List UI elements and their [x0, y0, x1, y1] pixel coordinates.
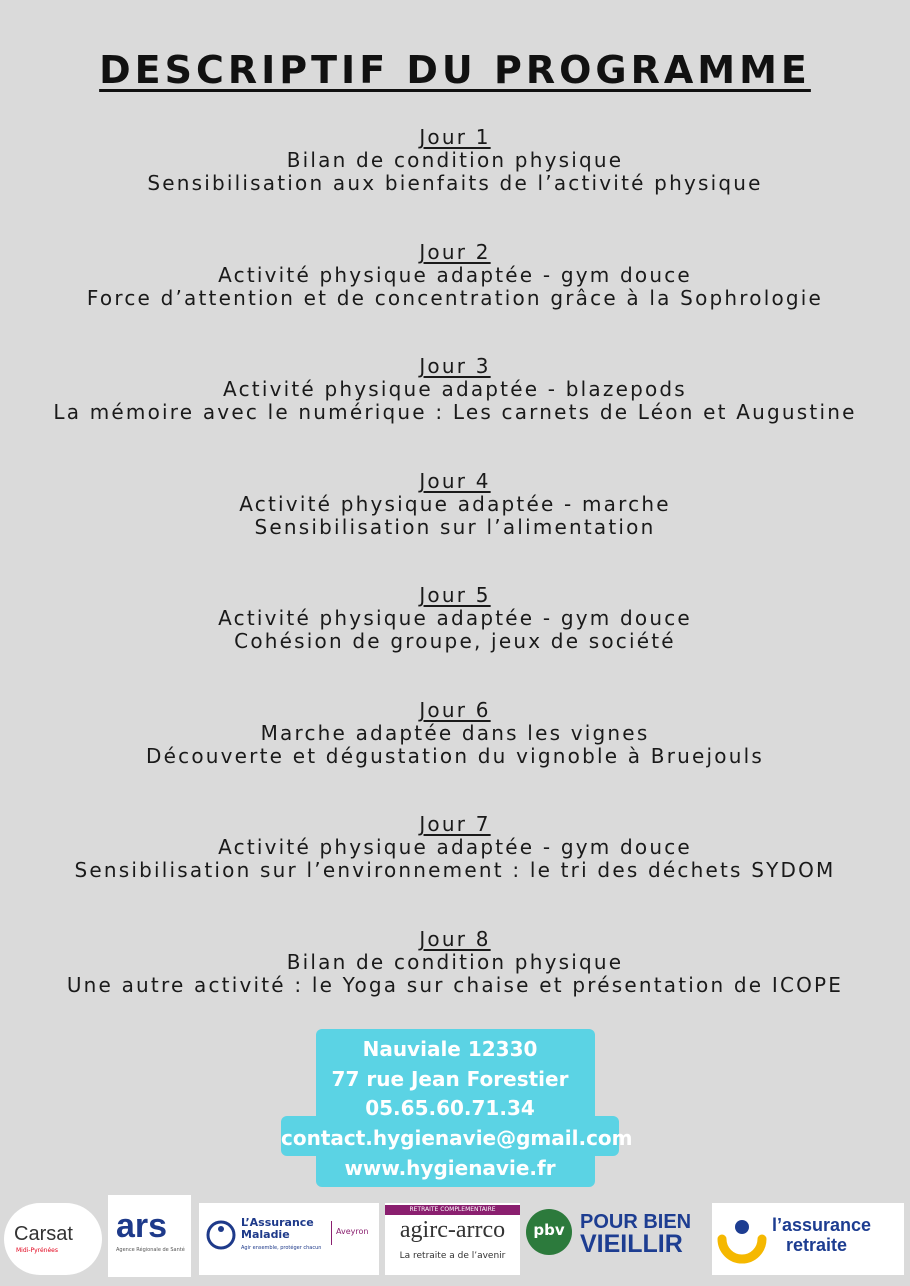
- contact-phone: 05.65.60.71.34: [365, 1096, 535, 1120]
- day-block: [0, 355, 910, 424]
- day-block: [0, 241, 910, 310]
- assurance-maladie-logo: L’Assurance Maladie Agir ensemble, protéger chacun Aveyron: [199, 1203, 379, 1275]
- contact-box: [281, 1029, 633, 1187]
- day-block: [0, 928, 910, 997]
- day-block: [0, 126, 910, 195]
- contact-address: 77 rue Jean Forestier: [331, 1067, 569, 1091]
- carsat-logo: Carsat Midi-Pyrénées: [4, 1203, 102, 1275]
- partner-logos: [0, 1195, 910, 1286]
- day-label: Jour 1: [419, 125, 491, 149]
- day-activity: Sensibilisation sur l’alimentation: [254, 515, 656, 539]
- pbv-logo-text: POUR BIEN VIEILLIR: [580, 1211, 692, 1258]
- day-label: Jour 2: [419, 240, 491, 264]
- day-activity: Sensibilisation sur l’environnement : le tri des déchets SYDOM: [74, 858, 836, 882]
- page-title: DESCRIPTIF DU PROGRAMME: [99, 48, 811, 92]
- day-activity: Activité physique adaptée - marche: [239, 492, 671, 516]
- contact-city: Nauviale 12330: [362, 1037, 538, 1061]
- contact-website[interactable]: www.hygienavie.fr: [344, 1156, 556, 1180]
- day-label: Jour 5: [419, 583, 491, 607]
- day-activity: Une autre activité : le Yoga sur chaise et présentation de ICOPE: [66, 973, 844, 997]
- day-activity: Force d’attention et de concentration grâce à la Sophrologie: [86, 286, 824, 310]
- ars-logo: ars Agence Régionale de Santé: [108, 1195, 191, 1277]
- agirc-arrco-logo: RETRAITE COMPLEMENTAIRE agirc-arrco La retraite a de l’avenir: [385, 1203, 520, 1275]
- day-activity: Sensibilisation aux bienfaits de l’activité physique: [147, 171, 763, 195]
- pbv-logo-mark: pbv: [526, 1209, 572, 1255]
- day-activity: La mémoire avec le numérique : Les carnets de Léon et Augustine: [53, 400, 857, 424]
- day-activity: Activité physique adaptée - gym douce: [218, 606, 692, 630]
- assurance-retraite-logo: l’assurance retraite: [712, 1203, 904, 1275]
- day-label: Jour 6: [419, 698, 491, 722]
- day-label: Jour 4: [419, 469, 491, 493]
- assurance-maladie-icon: [205, 1219, 237, 1251]
- day-activity: Marche adaptée dans les vignes: [260, 721, 650, 745]
- day-activity: Activité physique adaptée - blazepods: [223, 377, 687, 401]
- day-activity: Bilan de condition physique: [286, 950, 624, 974]
- assurance-retraite-icon: [716, 1213, 768, 1265]
- day-label: Jour 3: [419, 354, 491, 378]
- day-activity: Activité physique adaptée - gym douce: [218, 263, 692, 287]
- day-block: [0, 470, 910, 539]
- contact-email[interactable]: contact.hygienavie@gmail.com: [281, 1126, 633, 1150]
- day-label: Jour 7: [419, 812, 491, 836]
- day-label: Jour 8: [419, 927, 491, 951]
- day-block: [0, 813, 910, 882]
- day-activity: Découverte et dégustation du vignoble à Bruejouls: [146, 744, 764, 768]
- day-activity: Cohésion de groupe, jeux de société: [234, 629, 676, 653]
- day-block: [0, 584, 910, 653]
- day-activity: Bilan de condition physique: [286, 148, 624, 172]
- day-activity: Activité physique adaptée - gym douce: [218, 835, 692, 859]
- day-block: [0, 699, 910, 768]
